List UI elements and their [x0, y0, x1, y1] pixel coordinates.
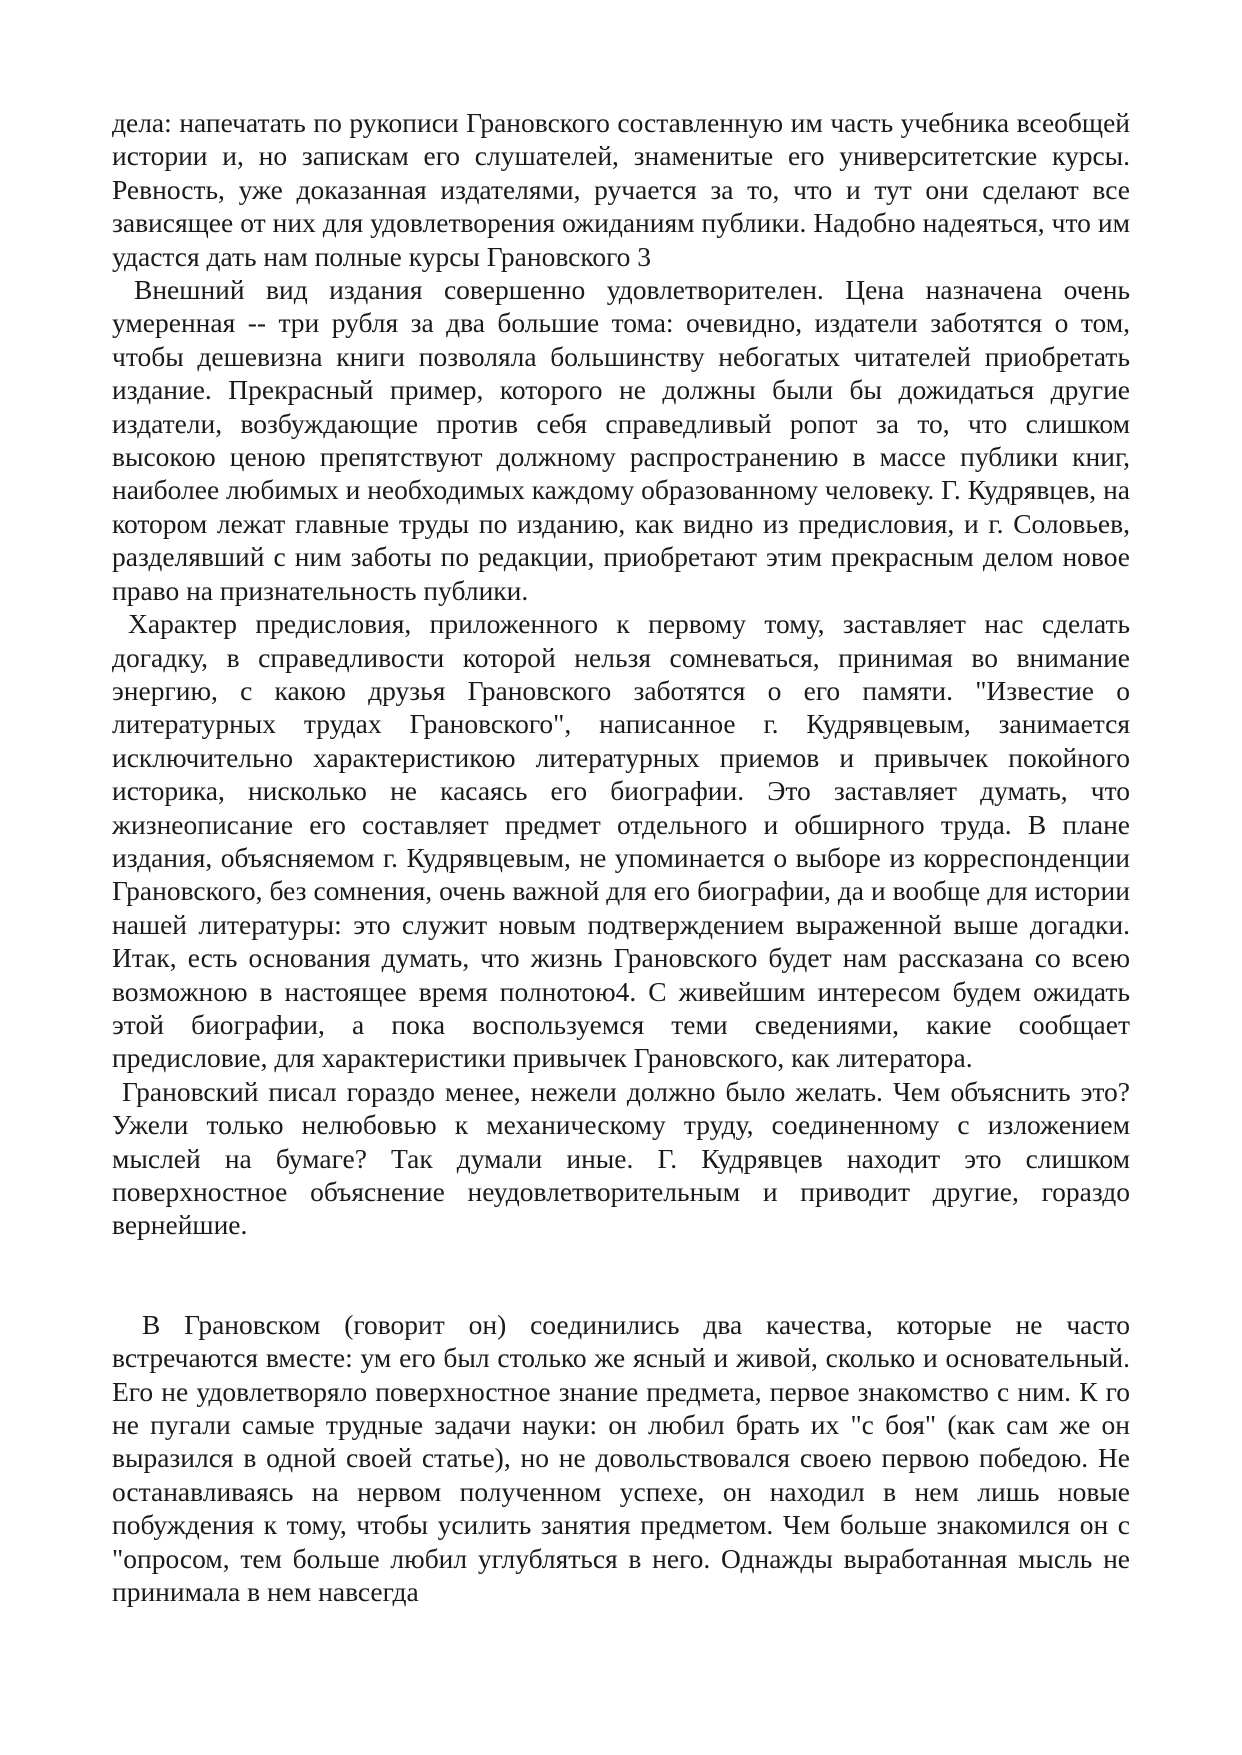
paragraph-3: Характер предисловия, приложенного к первому тому, заставляет нас сделать догадку, в справедливости которой нельзя сомневаться, принимая во внимание энергию, с какою друзья Грановского заботятся о его памяти. "Известие о литературных трудах Грановского", написанное г. Кудрявцевым, занимается исключительно характеристикою литературных приемов и привычек покойного историка, нисколько не касаясь его биографии. Это заставляет думать, что жизнеописание его составляет предмет отдельного и обширного труда. В плане издания, объясняемом г. Кудрявцевым, не упоминается о выборе из корреспонденции Грановского, без сомнения, очень важной для его биографии, да и вообще для истории нашей литературы: это служит новым подтверждением выраженной выше догадки. Итак, есть основания думать, что жизнь Грановского будет нам рассказана со всею возможною в настоящее время полнотою4. С живейшим интересом будем ожидать этой биографии, а пока воспользуемся теми сведениями, какие сообщает предисловие, для характеристики привычек Грановского, как литератора.	[112, 608, 1130, 1074]
quote-paragraph: В Грановском (говорит он) соединились два качества, которые не часто встречаются вместе: ум его был столько же ясный и живой, сколько и основательный. Его не удовлетворяло поверхностное знание предмета, первое знакомство с ним. К го не пугали самые трудные задачи науки: он любил брать их "с боя" (как сам же он выразился в одной своей статье), но не довольствовался своею первою победою. Не останавливаясь на нервом полученном успехе, он находил в нем лишь новые побуждения к тому, чтобы усилить занятия предметом. Чем больше знакомился он с "опросом, тем больше любил углубляться в него. Однажды выработанная мысль не принимала в нем навсегда	[112, 1308, 1130, 1608]
paragraph-2: Внешний вид издания совершенно удовлетворителен. Цена назначена очень умеренная -- три рубля за два большие тома: очевидно, издатели заботятся о том, чтобы дешевизна книги позволяла большинству небогатых читателей приобретать издание. Прекрасный пример, которого не должны были бы дожидаться другие издатели, возбуждающие против себя справедливый ропот за то, что слишком высокою ценою препятствуют должному распространению в массе публики книг, наиболее любимых и необходимых каждому образованному человеку. Г. Кудрявцев, на котором лежат главные труды по изданию, как видно из предисловия, и г. Соловьев, разделявший с ним заботы по редакции, приобретают этим прекрасным делом новое право на признательность публики.	[112, 274, 1130, 606]
document-page	[112, 106, 1130, 1608]
paragraph-1: дела: напечатать по рукописи Грановского составленную им часть учебника всеобщей истории и, но запискам его слушателей, знаменитые его университетские курсы. Ревность, уже доказанная издателями, ручается за то, что и тут они сделают все зависящее от них для удовлетворения ожиданиям публики. Надобно надеяться, что им удастся дать нам полные курсы Грановского 3	[112, 107, 1130, 272]
paragraph-4: Грановский писал гораздо менее, нежели должно было желать. Чем объяснить это? Ужели только нелюбовью к механическому труду, соединенному с изложением мыслей на бумаге? Так думали иные. Г. Кудрявцев находит это слишком поверхностное объяснение неудовлетворительным и приводит другие, гораздо вернейшие.	[112, 1075, 1130, 1241]
paragraph-gap	[112, 1242, 1130, 1308]
